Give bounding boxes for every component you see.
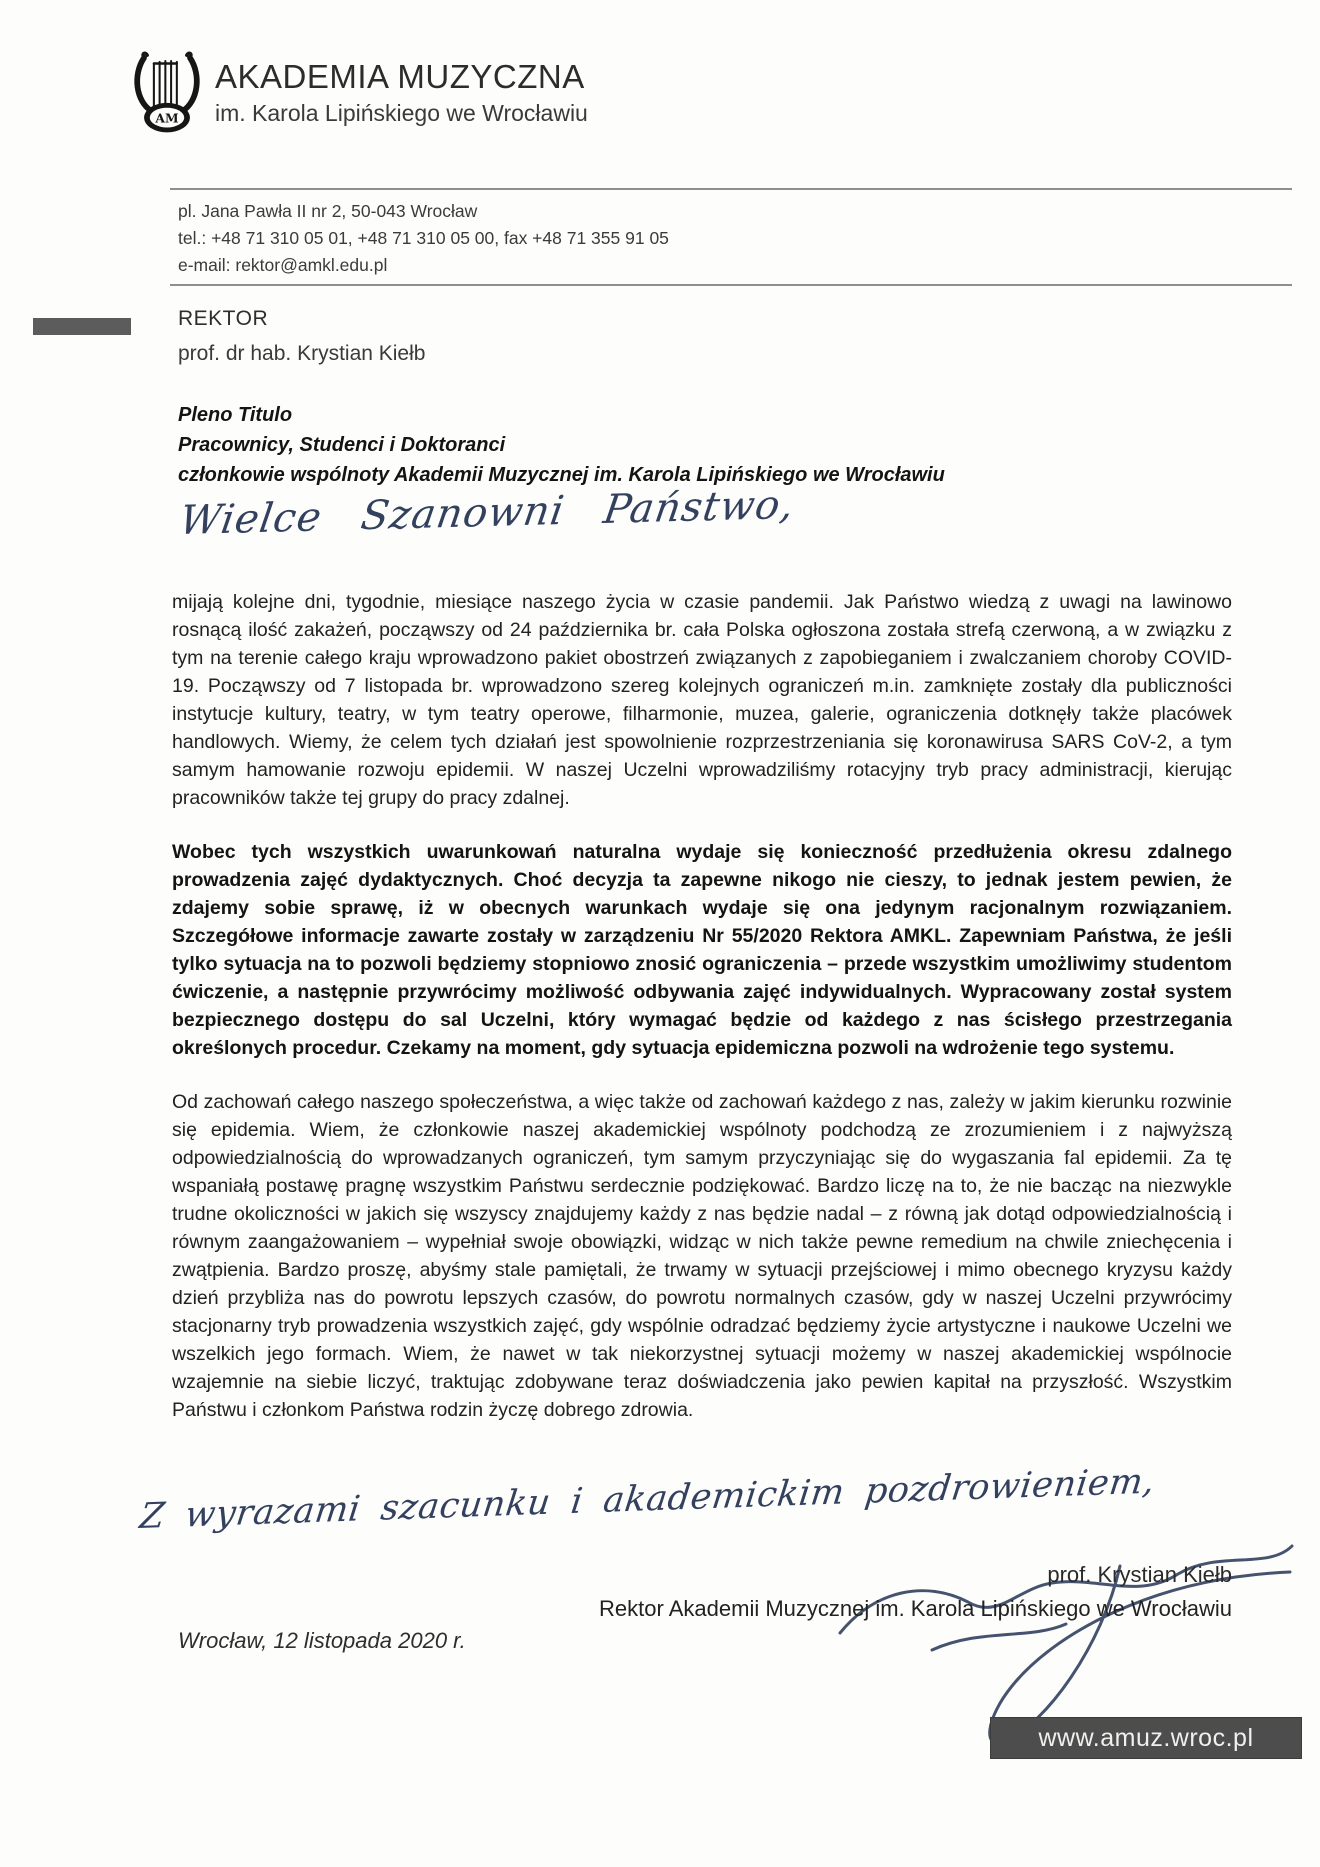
recipient-line-1: Pleno Titulo xyxy=(178,404,293,426)
body-paragraph-1: mijają kolejne dni, tygodnie, miesiące naszego życia w czasie pandemii. Jak Państwo wiedzą z uwagi na lawinowo rosnącą ilość zakażeń, począwszy od 24 października br. cała Polska ogłoszona została strefą czerwoną, a w związku z tym na terenie całego kraju wprowadzono pakiet obostrzeń związanych z zapobieganiem i zwalczaniem choroby COVID-19. Począwszy od 7 listopada br. wprowadzono szereg kolejnych ograniczeń m.in. zamknięte zostały dla publiczności instytucje kultury, teatry, w tym teatry operowe, filharmonie, muzea, galerie, ograniczenia dotknęły także placówek handlowych. Wiemy, że celem tych działań jest spowolnienie rozprzestrzeniania się koronawirusa SARS CoV-2, a tym samym hamowanie rozwoju epidemii. W naszej Uczelni wprowadziliśmy rotacyjny tryb pracy administracji, kierując pracowników także tej grupy do pracy zdalnej. xyxy=(172,591,1232,809)
lyre-logo-icon xyxy=(126,50,208,136)
letter-body xyxy=(172,588,1232,1450)
org-name: AKADEMIA MUZYCZNA xyxy=(215,58,585,95)
signer-name: prof. Krystian Kiełb xyxy=(1047,1562,1232,1587)
website-badge: www.amuz.wroc.pl xyxy=(990,1717,1302,1759)
org-subtitle: im. Karola Lipińskiego we Wrocławiu xyxy=(215,100,588,126)
recipients-block xyxy=(178,400,945,490)
svg-text:AM: AM xyxy=(155,110,179,126)
dateline: Wrocław, 12 listopada 2020 r. xyxy=(178,1628,466,1653)
recipient-line-3: członkowie wspólnoty Akademii Muzycznej im. Karola Lipińskiego we Wrocławiu xyxy=(178,464,945,486)
sender-name: prof. dr hab. Krystian Kiełb xyxy=(178,342,426,365)
sender-title: REKTOR xyxy=(178,307,269,330)
redaction-bar xyxy=(33,318,131,335)
handwritten-greeting: Wielce Szanowni Państwo, xyxy=(176,481,798,545)
signer-title: Rektor Akademii Muzycznej im. Karola Lipińskiego we Wrocławiu xyxy=(599,1596,1232,1621)
recipient-line-2: Pracownicy, Studenci i Doktoranci xyxy=(178,434,506,456)
body-paragraph-2: Wobec tych wszystkich uwarunkowań naturalna wydaje się konieczność przedłużenia okresu zdalnego prowadzenia zajęć dydaktycznych. Choć decyzja ta zapewne nikogo nie cieszy, to jednak jestem pewien, że zdajemy sobie sprawę, iż w obecnych warunkach wydaje się ona jedynym racjonalnym rozwiązaniem. Szczegółowe informacje zawarte zostały w zarządzeniu Nr 55/2020 Rektora AMKL. Zapewniam Państwa, że jeśli tylko sytuacja na to pozwoli będziemy stopniowo znosić ograniczenia – przede wszystkim umożliwimy studentom ćwiczenie, a następnie przywrócimy możliwość odbywania zajęć indywidualnych. Wypracowany został system bezpiecznego dostępu do sal Uczelni, który wymagać będzie od każdego z nas ścisłego przestrzegania określonych procedur. Czekamy na moment, gdy sytuacja epidemiczna pozwoli na wdrożenie tego systemu. xyxy=(172,841,1232,1059)
body-paragraph-3: Od zachowań całego naszego społeczeństwa, a więc także od zachowań każdego z nas, zależy w jakim kierunku rozwinie się epidemia. Wiem, że członkowie naszej akademickiej wspólnoty podchodzą ze zrozumieniem i z najwyższą odpowiedzialnością do wprowadzanych ograniczeń, tym samym przyczyniając się do wygaszania fal epidemii. Za tę wspaniałą postawę pragnę wszystkim Państwu serdecznie podziękować. Bardzo liczę na to, że nie bacząc na niezwykle trudne okoliczności w jakich się wszyscy znajdujemy każdy z nas będzie nadal – z równą jak dotąd odpowiedzialnością i równym zaangażowaniem – wypełniał swoje obowiązki, widząc w nich także pewne remedium na chwile zniechęcenia i zwątpienia. Bardzo proszę, abyśmy stale pamiętali, że trwamy w sytuacji przejściowej i mimo obecnego kryzysu każdy dzień przybliża nas do powrotu lepszych czasów, do powrotu normalnych czasów, gdy w naszej Uczelni przywrócimy stacjonarny tryb prowadzenia wszystkich zajęć, gdy wspólnie odradzać będziemy życie artystyczne i naukowe Uczelni we wszelkich jego formach. Wiem, że nawet w tak niekorzystnej sytuacji możemy w naszej akademickiej wspólnocie wzajemnie na siebie liczyć, traktując zdobywane teraz doświadczenia jako pewien kapitał na przyszłość. Wszystkim Państwu i członkom Państwa rodzin życzę dobrego zdrowia. xyxy=(172,1091,1232,1421)
address-line-3: e-mail: rektor@amkl.edu.pl xyxy=(178,255,388,275)
divider-bottom xyxy=(170,284,1292,286)
handwritten-closing: Z wyrazami szacunku i akademickim pozdrowieniem, xyxy=(137,1461,1158,1538)
address-line-1: pl. Jana Pawła II nr 2, 50-043 Wrocław xyxy=(178,201,478,221)
divider-top xyxy=(170,188,1292,190)
address-line-2: tel.: +48 71 310 05 01, +48 71 310 05 00, fax +48 71 355 91 05 xyxy=(178,228,669,248)
